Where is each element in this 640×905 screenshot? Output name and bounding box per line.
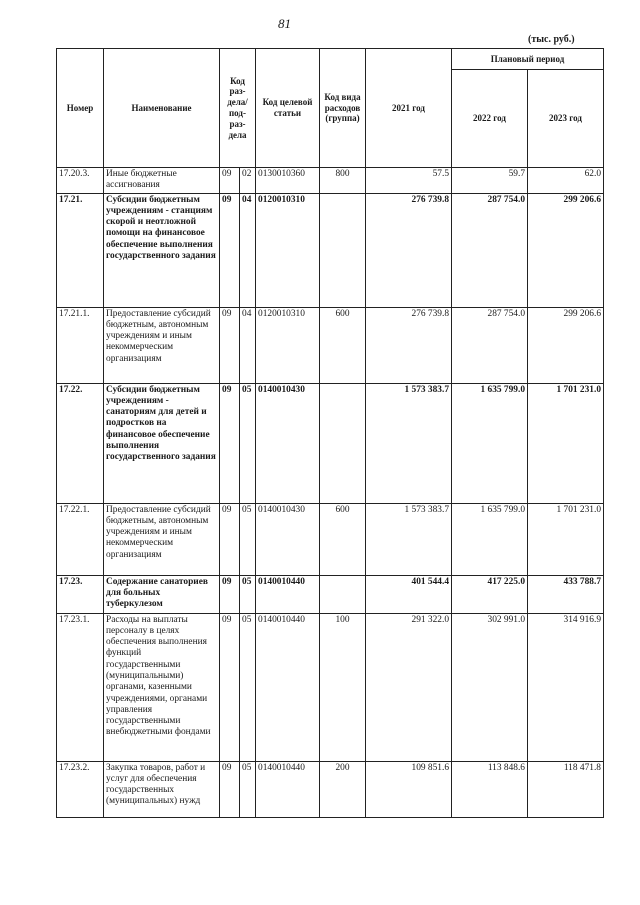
row-2022: 1 635 799.0: [452, 503, 528, 575]
row-2022: 287 754.0: [452, 193, 528, 307]
row-expense-type: 800: [320, 168, 366, 194]
table-row: [57, 761, 604, 817]
row-2022: 59.7: [452, 168, 528, 194]
budget-table: [56, 48, 604, 818]
row-section: 09: [220, 503, 240, 575]
header-number: Номер: [57, 49, 104, 168]
row-name: Иные бюджетные ассигнования: [104, 168, 220, 194]
row-name: Предоставление субсидий бюджетным, автономным учреждениям и иным некоммерческим организациям: [104, 503, 220, 575]
row-name: Субсидии бюджетным учреждениям - станциям скорой и неотложной помощи на финансовое обеспечение выполнения государственного задания: [104, 193, 220, 307]
row-number: 17.23.1.: [57, 613, 104, 761]
row-name: Субсидии бюджетным учреждениям - санаториям для детей и подростков на финансовое обеспечение выполнения государственного задания: [104, 383, 220, 503]
row-number: 17.22.1.: [57, 503, 104, 575]
row-name: Предоставление субсидий бюджетным, автономным учреждениям и иным некоммерческим организациям: [104, 307, 220, 383]
header-2022: 2022 год: [452, 70, 528, 168]
row-2021: 276 739.8: [366, 193, 452, 307]
row-2023: 299 206.6: [528, 307, 604, 383]
row-name: Содержание санаториев для больных туберкулезом: [104, 575, 220, 613]
row-expense-type: 200: [320, 761, 366, 817]
row-target: 0140010440: [256, 613, 320, 761]
row-2022: 1 635 799.0: [452, 383, 528, 503]
header-planned-period: Плановый период: [452, 49, 604, 70]
row-expense-type: 600: [320, 307, 366, 383]
table-row: [57, 613, 604, 761]
row-section: 09: [220, 193, 240, 307]
units-label: (тыс. руб.): [528, 34, 575, 45]
table-row: [57, 383, 604, 503]
row-2023: 1 701 231.0: [528, 503, 604, 575]
row-expense-type: 100: [320, 613, 366, 761]
header-target: Код целевой статьи: [256, 49, 320, 168]
row-section: 09: [220, 307, 240, 383]
row-section: 09: [220, 383, 240, 503]
table-row: [57, 193, 604, 307]
row-target: 0140010430: [256, 383, 320, 503]
row-expense-type: [320, 383, 366, 503]
header-2021: 2021 год: [366, 49, 452, 168]
table-row: [57, 168, 604, 194]
row-2021: 401 544.4: [366, 575, 452, 613]
header-expense-type: Код вида расходов (группа): [320, 49, 366, 168]
row-number: 17.23.: [57, 575, 104, 613]
row-2023: 299 206.6: [528, 193, 604, 307]
row-2022: 287 754.0: [452, 307, 528, 383]
row-number: 17.23.2.: [57, 761, 104, 817]
row-target: 0140010440: [256, 575, 320, 613]
row-target: 0140010430: [256, 503, 320, 575]
row-number: 17.22.: [57, 383, 104, 503]
row-expense-type: 600: [320, 503, 366, 575]
row-target: 0120010310: [256, 193, 320, 307]
row-2022: 113 848.6: [452, 761, 528, 817]
row-target: 0120010310: [256, 307, 320, 383]
row-section: 09: [220, 575, 240, 613]
row-2021: 109 851.6: [366, 761, 452, 817]
row-subsection: 04: [240, 307, 256, 383]
row-2023: 314 916.9: [528, 613, 604, 761]
row-target: 0140010440: [256, 761, 320, 817]
row-name: Закупка товаров, работ и услуг для обеспечения государственных (муниципальных) нужд: [104, 761, 220, 817]
row-2023: 62.0: [528, 168, 604, 194]
table-row: [57, 575, 604, 613]
row-2021: 57.5: [366, 168, 452, 194]
row-subsection: 05: [240, 613, 256, 761]
header-name: Наименование: [104, 49, 220, 168]
row-section: 09: [220, 613, 240, 761]
row-2022: 417 225.0: [452, 575, 528, 613]
row-subsection: 04: [240, 193, 256, 307]
row-subsection: 05: [240, 383, 256, 503]
row-subsection: 05: [240, 575, 256, 613]
row-subsection: 02: [240, 168, 256, 194]
row-2023: 433 788.7: [528, 575, 604, 613]
row-subsection: 05: [240, 503, 256, 575]
row-2023: 118 471.8: [528, 761, 604, 817]
row-target: 0130010360: [256, 168, 320, 194]
row-2021: 1 573 383.7: [366, 383, 452, 503]
row-subsection: 05: [240, 761, 256, 817]
row-number: 17.21.1.: [57, 307, 104, 383]
row-number: 17.21.: [57, 193, 104, 307]
row-2023: 1 701 231.0: [528, 383, 604, 503]
row-expense-type: [320, 575, 366, 613]
table-row: [57, 307, 604, 383]
row-expense-type: [320, 193, 366, 307]
header-section: Код раз-дела/ под-раз-дела: [220, 49, 256, 168]
row-number: 17.20.3.: [57, 168, 104, 194]
row-2022: 302 991.0: [452, 613, 528, 761]
row-section: 09: [220, 761, 240, 817]
row-name: Расходы на выплаты персоналу в целях обеспечения выполнения функций государственными (муниципальными) органами, казенными учреждениями, органами управления государственными внебюджетными фондами: [104, 613, 220, 761]
row-section: 09: [220, 168, 240, 194]
row-2021: 276 739.8: [366, 307, 452, 383]
row-2021: 291 322.0: [366, 613, 452, 761]
header-2023: 2023 год: [528, 70, 604, 168]
row-2021: 1 573 383.7: [366, 503, 452, 575]
page-number: 81: [278, 16, 291, 31]
table-row: [57, 503, 604, 575]
